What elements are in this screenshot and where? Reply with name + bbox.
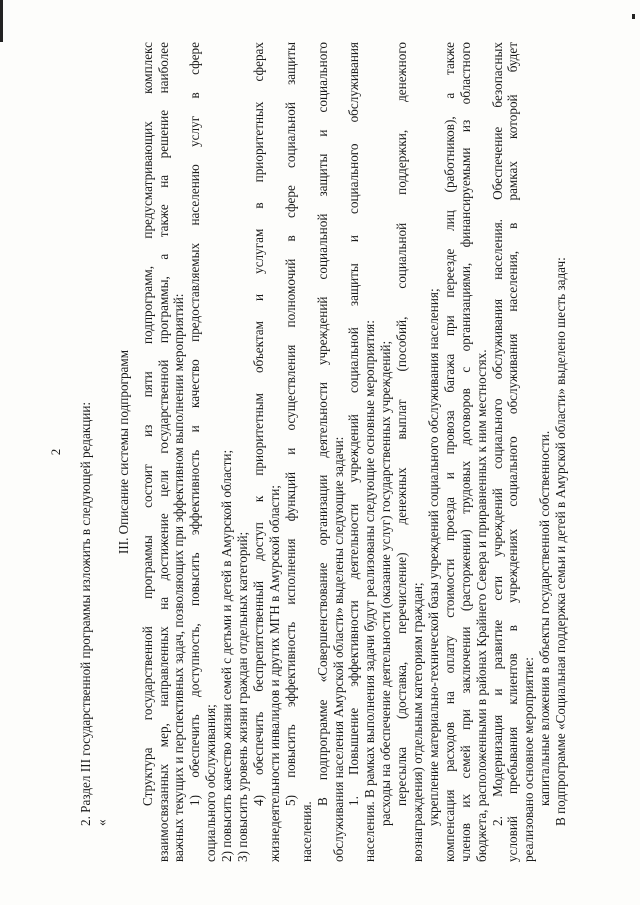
- text-line: обслуживания населения Амурской области» выделены следующие задачи:: [330, 436, 346, 862]
- scan-dot-mark: [632, 14, 635, 19]
- text-line: условий пребывания клиентов в учреждениях социального обслуживания населения, в рамках которой будет: [505, 42, 521, 862]
- text-line: расходы на обеспечение деятельности (оказание услуг) государственных учреждений;: [378, 340, 394, 826]
- text-line: социального обслуживания;: [203, 704, 219, 862]
- text-line: капитальные вложения в объекты государственной собственности.: [537, 430, 553, 806]
- text-line: бюджета, расположенными в районах Крайнего Севера и приравненных к ним местностях.: [473, 349, 489, 862]
- text-line: компенсация расходов на оплату стоимости проезда и провоза багажа при переезде лиц (работников), а также: [441, 42, 457, 862]
- text-line: важных текущих и перспективных задач, позволяющих при эффективном выполнении мероприятий:: [171, 293, 187, 862]
- text-line: вознаграждения) отдельным категориям граждан;: [410, 582, 426, 862]
- text-line: 5) повысить эффективность исполнения функций и осуществления полномочий в сфере социальной защиты: [282, 42, 298, 806]
- text-line: населения.: [298, 801, 314, 862]
- text-line: взаимосвязанных мер, направленных на достижение цели государственной программы, а также на решение наиболее: [155, 42, 171, 862]
- scan-edge-mark: [0, 0, 3, 42]
- text-line: укрепление материально-технической базы учреждений социального обслуживания населения;: [425, 288, 441, 826]
- text-line: В подпрограмме «Совершенствование организации деятельности учреждений социальной защиты и социального: [314, 42, 330, 806]
- text-line: 4) обеспечить беспрепятственный доступ к приоритетным объектам и услугам в приоритетных сферах: [250, 42, 266, 806]
- intro-paragraph: 2. Раздел III государственной программы изложить в следующей редакции:: [77, 401, 93, 826]
- text-line: населения. В рамках выполнения задачи будут реализованы следующие основные мероприятия:: [362, 320, 378, 862]
- text-line: пересылка (доставка, перечисление) денежных выплат (пособий, социальной поддержки, денежного: [394, 42, 410, 806]
- section-title: III. Описание системы подпрограмм: [115, 349, 131, 555]
- text-line: 3) повысить уровень жизни граждан отдельных категорий;: [235, 531, 251, 862]
- text-line: 2. Модернизация и развитие сети учреждений социального обслуживания населения. Обеспечение безопасных: [489, 42, 505, 826]
- document-body: [48, 42, 608, 862]
- text-line: реализовано основное мероприятие:: [521, 657, 537, 862]
- quote-open: «: [93, 819, 109, 826]
- page-number: 2: [48, 448, 63, 456]
- text-line: В подпрограмме «Социальная поддержка семьи и детей в Амурской области» выделено шесть задач:: [553, 257, 569, 826]
- text-line: жизнедеятельности инвалидов и других МГН в Амурской области;: [266, 485, 282, 862]
- text-line: 2) повысить качество жизни семей с детьми и детей в Амурской области;: [219, 449, 235, 862]
- text-line: 1. Повышение эффективности деятельности учреждений социальной защиты и социального обслуживания: [346, 42, 362, 806]
- text-line: Структура государственной программы состоит из пяти подпрограмм, предусматривающих комплекс: [139, 42, 155, 806]
- text-line: 1) обеспечить доступность, повысить эффективность и качество предоставляемых населению услуг в сфере: [187, 42, 203, 806]
- text-line: членов их семей при заключении (расторжении) трудовых договоров с организациями, финансируемыми из областного: [457, 42, 473, 862]
